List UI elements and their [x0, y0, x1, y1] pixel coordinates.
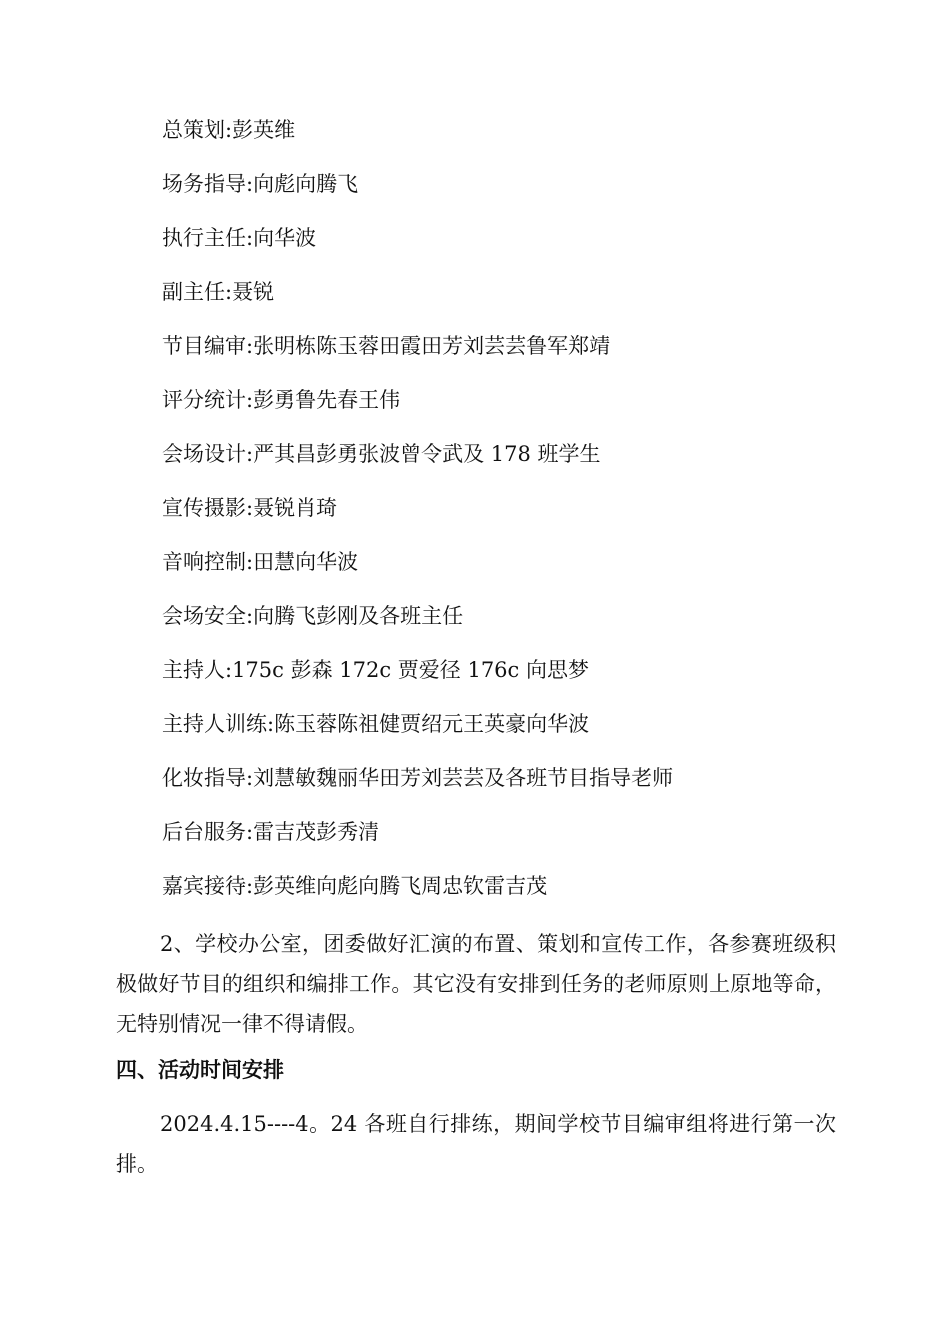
section-heading-schedule: 四、活动时间安排 — [116, 1058, 284, 1082]
role-guest-reception: 嘉宾接待:彭英维向彪向腾飞周忠钦雷吉茂 — [162, 874, 548, 898]
role-chief-planner: 总策划:彭英维 — [162, 118, 296, 142]
role-program-review: 节目编审:张明栋陈玉蓉田霞田芳刘芸芸鲁军郑靖 — [162, 334, 611, 358]
role-sound-control: 音响控制:田慧向华波 — [162, 550, 359, 574]
role-executive-director: 执行主任:向华波 — [162, 226, 317, 250]
role-hosts: 主持人:175c 彭森 172c 贾爱径 176c 向思梦 — [162, 658, 589, 682]
role-backstage-service: 后台服务:雷吉茂彭秀清 — [162, 820, 380, 844]
role-venue-design: 会场设计:严其昌彭勇张波曾令武及 178 班学生 — [162, 442, 601, 466]
role-host-training: 主持人训练:陈玉蓉陈祖健贾绍元王英豪向华波 — [162, 712, 590, 736]
role-makeup-guidance: 化妆指导:刘慧敏魏丽华田芳刘芸芸及各班节目指导老师 — [162, 766, 674, 790]
paragraph-schedule: 2024.4.15----4。24 各班自行排练，期间学校节目编审组将进行第一次排。 — [116, 1112, 836, 1176]
role-venue-safety: 会场安全:向腾飞彭刚及各班主任 — [162, 604, 464, 628]
role-deputy-director: 副主任:聂锐 — [162, 280, 275, 304]
role-publicity-photography: 宣传摄影:聂锐肖琦 — [162, 496, 338, 520]
role-venue-guidance: 场务指导:向彪向腾飞 — [162, 172, 359, 196]
staff-role-list — [162, 112, 862, 922]
role-scoring-statistics: 评分统计:彭勇鲁先春王伟 — [162, 388, 401, 412]
paragraph-office-duties: 2、学校办公室，团委做好汇演的布置、策划和宣传工作，各参赛班级积极做好节目的组织和编排工作。其它没有安排到任务的老师原则上原地等命，无特别情况一律不得请假。 — [116, 932, 836, 1036]
